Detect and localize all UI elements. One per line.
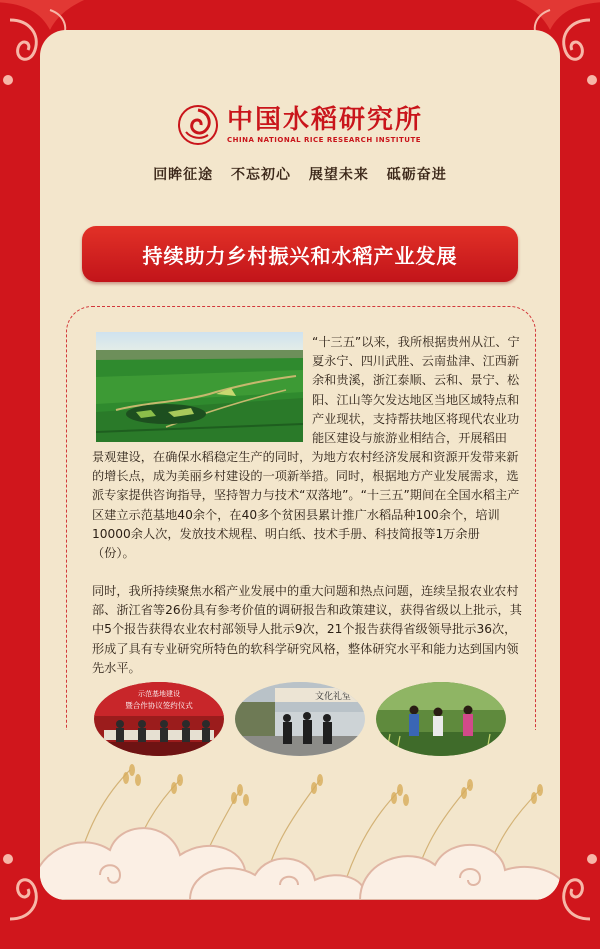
logo-chinese-name: 中国水稻研究所 (226, 105, 423, 135)
content-panel (40, 30, 560, 900)
hall-sign-text: 文化礼堂 (315, 692, 352, 702)
banner-line-1: 示范基地建设 (138, 690, 180, 698)
rice-field-landscape-photo (96, 332, 303, 442)
logo-english-name: CHINA NATIONAL RICE RESEARCH INSTITUTE (226, 136, 422, 144)
paragraph-policy-research: 同时，我所持续聚焦水稻产业发展中的重大问题和热点问题，连续呈报农业农村部、浙江省等26份具有参考价值的调研报告和政策建议，获得省级以上批示，其中5个报告获得农业农村部领导人批示9次，21个报告获得省级领导批示36次，形成了具有专业研究所特色的软科学研究风格，整体研究水平和能力达到国内领先水平。 (92, 584, 522, 675)
auspicious-cloud-ornament (40, 790, 560, 900)
banner-line-2: 暨合作协议签约仪式 (125, 701, 193, 710)
institute-logo (40, 104, 560, 146)
section-title-bar (82, 226, 518, 282)
paragraph-continued: 景观建设，在确保水稻稳定生产的同时，为地方农村经济发展和资源开发带来新的增长点，成为美丽乡村建设的一项新举措。同时，根据地方产业发展需求，选派专家提供咨询指导，坚持智力与技术“双落地”。“十三五”期间在全国水稻主产区建立示范基地40余个，在40多个贫困县累计推广水稻品种100余个，培训10000余人次，发放技术规程、明白纸、技术手册、科技简报等1万余册（份）。 (92, 450, 520, 561)
section-title: 持续助力乡村振兴和水稻产业发展 (142, 243, 458, 268)
field-inspection-photo (376, 682, 506, 756)
signing-ceremony-photo (94, 682, 224, 756)
paragraph-intro: “十三五”以来，我所根据贵州从江、宁夏永宁、四川武胜、云南盐津、江西新余和贵溪，浙江泰顺、云和、景宁、松阳、江山等欠发达地区当地区域特点和产业现状，支持帮扶地区将现代农业功能区建设与旅游业相结合，开展稻田 (312, 335, 520, 446)
rice-swirl-logo-icon (177, 104, 219, 146)
slogan: 回眸征途 不忘初心 展望未来 砥砺奋进 (153, 167, 447, 183)
village-hall-visit-photo (235, 682, 365, 756)
